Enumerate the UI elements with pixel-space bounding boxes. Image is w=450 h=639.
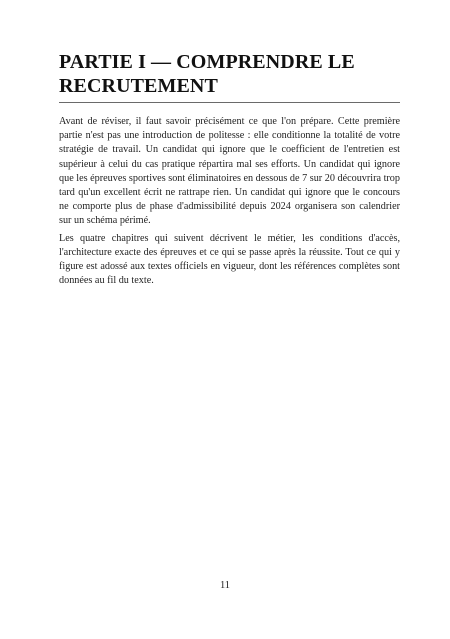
page-number: 11 [219, 580, 231, 591]
title-divider [59, 102, 400, 103]
paragraph-1: Avant de réviser, il faut savoir précisément ce que l'on prépare. Cette première partie n'est pas une introduction de politesse : elle conditionne la totalité de votre stratégie de travail. Un candidat qui ignore que le coefficient de l'entretien est supérieur à celui du cas pratique répartira mal ses efforts. Un candidat qui ignore que les épreuves sportives sont éliminatoires en dessous de 7 sur 20 découvrira trop tard qu'un excellent écrit ne rattrape rien. Un candidat qui ignore que le concours ne comporte plus de phase d'admissibilité depuis 2024 organisera son calendrier sur un schéma périmé. [59, 116, 400, 227]
part-title: PARTIE I — COMPRENDRE LE RECRUTEMENT [59, 51, 355, 97]
paragraph-2: Les quatre chapitres qui suivent décrivent le métier, les conditions d'accès, l'architecture exacte des épreuves et ce qui se passe après la réussite. Tout ce qui y figure est adossé aux textes officiels en vigueur, dont les références complètes sont données au fil du texte. [59, 232, 400, 287]
body-text [59, 115, 400, 291]
